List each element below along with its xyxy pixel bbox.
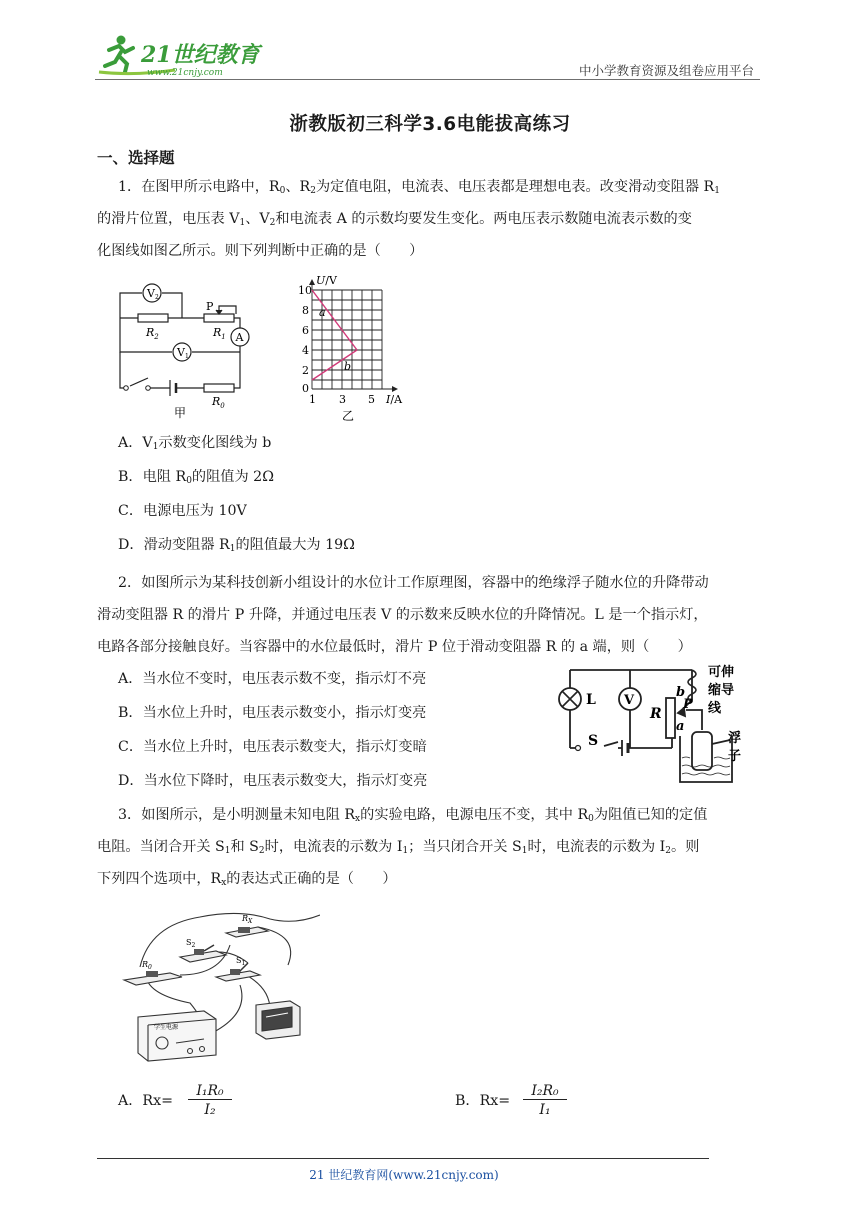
question-2-line-3: 电路各部分接触良好。当容器中的水位最低时，滑片 P 位于滑动变阻器 R 的 a 端，则（ ） [97,639,692,655]
resistor-rx-icon [238,927,250,933]
svg-text:线: 线 [708,701,722,716]
figure-jia-label: 甲 [174,406,187,420]
voltmeter-icon [619,688,641,710]
float-label: 浮 [728,731,742,746]
svg-text:1: 1 [185,353,189,360]
line-b-label: b [344,360,352,373]
y-tick: 2 [302,364,309,377]
end-a-label: a [676,719,685,734]
power-supply-label: 学生电源 [154,1024,179,1031]
q3-option-a-numerator: I₁R₀ [188,1083,232,1100]
footer-divider [97,1158,709,1159]
x-tick: 1 [309,393,316,406]
lamp-icon [559,688,581,710]
q2-option-b[interactable]: B．当水位上升时，电压表示数变小，指示灯变亮 [118,705,427,721]
q1-u-i-graph [278,270,413,425]
slider-p-label: P [683,697,693,712]
s1-label: $S_1$ [236,956,246,967]
end-b-label: b [676,685,686,700]
question-1-line-3: 化图线如图乙所示。则下列判断中正确的是（ ） [97,243,424,259]
rheostat-label: R [650,706,662,722]
y-tick: 4 [302,344,309,357]
question-3-line-3: 下列四个选项中，$R_x$的表达式正确的是（ ） [97,871,397,888]
x-axis-label: I/A [386,393,403,406]
header-divider [95,79,760,80]
s2-label: $S_2$ [186,938,196,949]
voltmeter-v1-icon [173,343,191,361]
q3-option-b[interactable]: B．Rx= [455,1093,511,1109]
slider-p-label: P [206,300,214,313]
q3-option-b-numerator: I₂R₀ [523,1083,567,1100]
page-footer[interactable]: 21 世纪教育网(www.21cnjy.com) [309,1168,499,1182]
q2-option-d[interactable]: D．当水位下降时，电压表示数变大，指示灯变亮 [118,773,428,789]
q2-option-a[interactable]: A．当水位不变时，电压表示数不变，指示灯不亮 [118,671,427,687]
question-2-stem: 2．如图所示为某科技创新小组设计的水位计工作原理图，容器中的绝缘浮子随水位的升降带动 [118,575,709,591]
q3-option-b-denominator: I₁ [539,1102,551,1118]
figure-yi-label: 乙 [342,409,355,423]
svg-text:A: A [235,331,244,344]
q3-option-a[interactable]: A．Rx= [118,1093,174,1109]
y-tick: 10 [298,284,312,297]
q1-option-a[interactable]: A．$V_1$示数变化图线为 b [118,435,272,452]
y-tick: 6 [302,324,309,337]
q3-option-a-denominator: I₂ [204,1102,216,1118]
q1-option-d[interactable]: D．滑动变阻器 $R_1$的阻值最大为 19Ω [118,537,355,554]
y-tick: 8 [302,304,309,317]
svg-text:缩导: 缩导 [708,683,735,698]
svg-text:2: 2 [155,294,159,301]
x-tick: 3 [339,393,346,406]
y-tick: 0 [302,382,309,395]
r0-label: $R_0$ [212,395,225,410]
r1-label: $R_1$ [213,326,226,341]
question-1-line-2: 的滑片位置，电压表 $V_1$、$V_2$和电流表 A 的示数均要发生变化。两电压表示数随电流表示数的变 [97,211,692,228]
r0-label: $R_0$ [142,960,152,971]
site-logo [95,32,265,78]
q1-circuit-diagram [110,280,270,420]
x-tick: 5 [368,393,375,406]
svg-text:子: 子 [728,749,742,764]
q2-water-level-diagram [552,660,752,785]
spring-label: 可伸 [708,665,735,680]
q1-option-b[interactable]: B．电阻 $R_0$的阻值为 2Ω [118,469,274,486]
q2-option-c[interactable]: C．当水位上升时，电压表示数变大，指示灯变暗 [118,739,427,755]
resistor-r0-icon [146,971,158,977]
line-a-label: a [319,306,326,319]
water-waves [682,757,730,775]
page-title: 浙教版初三科学3.6电能拔高练习 [289,114,571,135]
question-1-stem: 1．在图甲所示电路中，$R_0$、$R_2$为定值电阻，电流表、电压表都是理想电表。改变滑动变阻器 $R_1$ [118,179,720,196]
lamp-label: L [586,692,596,708]
logo-text: 21世纪教育 [141,42,260,68]
page-header [95,30,760,80]
switch-label: S [588,733,599,749]
section-heading: 一、选择题 [97,149,175,167]
r2-label: $R_2$ [146,326,159,341]
question-3-line-2: 电阻。当闭合开关 $S_1$和 $S_2$时，电流表的示数为 $I_1$；当只闭合开关 $S_1$时，电流表的示数为 $I_2$。则 [97,839,700,856]
voltmeter-v2-icon [143,284,161,302]
platform-name: 中小学教育资源及组卷应用平台 [578,63,754,78]
q3-apparatus-diagram [120,905,320,1065]
rx-label: $R_X$ [242,914,253,925]
svg-text:V: V [177,346,185,359]
logo-url: www.21cnjy.com [147,68,223,78]
svg-text:V: V [624,693,635,708]
question-3-stem: 3．如图所示，是小明测量未知电阻 $R_x$的实验电路，电源电压不变，其中 $R_0$为阻值已知的定值 [118,807,708,824]
q1-option-c[interactable]: C．电源电压为 10V [118,503,247,519]
question-2-line-2: 滑动变阻器 R 的滑片 P 升降，并通过电压表 V 的示数来反映水位的升降情况。L 是一个指示灯， [97,607,708,623]
svg-text:V: V [147,287,155,300]
y-axis-label: U/V [316,274,337,287]
ammeter-icon [231,328,249,346]
